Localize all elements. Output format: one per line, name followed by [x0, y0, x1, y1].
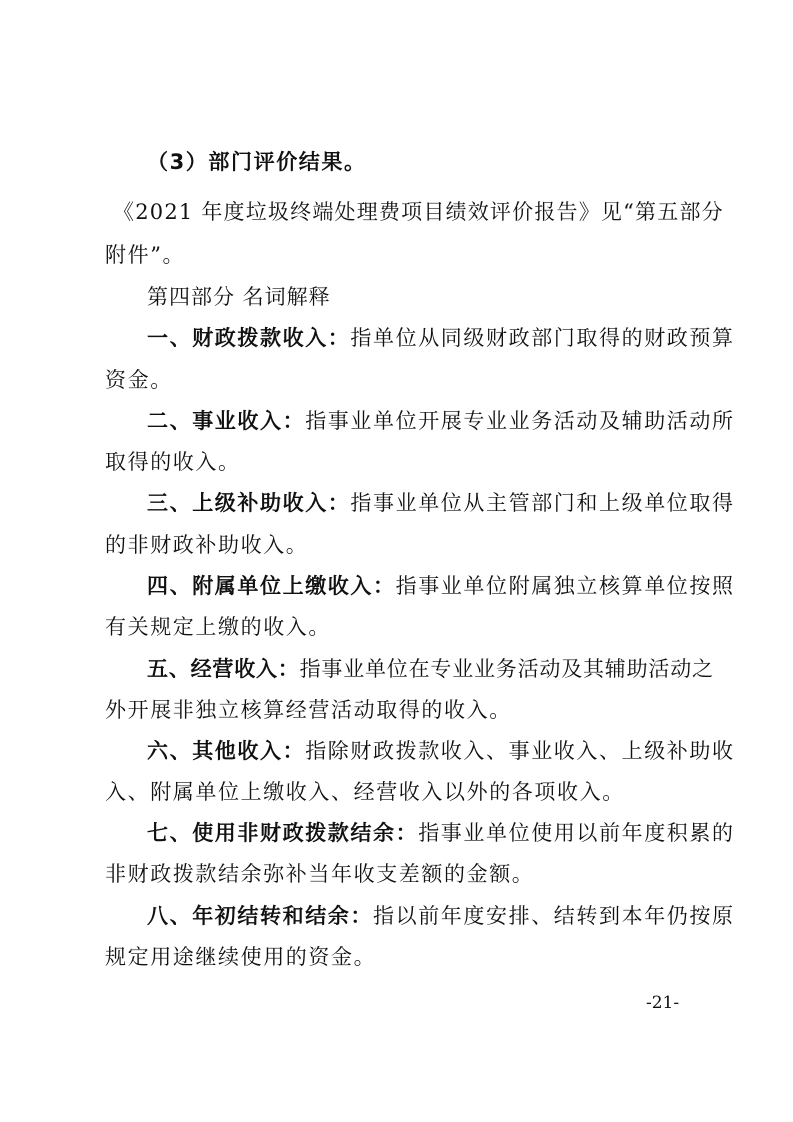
term-definition-line — [147, 818, 735, 848]
term-continuation-line: 外开展非独立核算经营活动取得的收入。 — [105, 698, 512, 722]
term-continuation-line: 资金。 — [105, 368, 173, 392]
paragraph-line: 《2021 年度垃圾终端处理费项目绩效评价报告》见“第五部分 — [113, 200, 724, 224]
term-continuation-line: 规定用途继续使用的资金。 — [105, 945, 377, 969]
page-number: -21- — [646, 993, 680, 1013]
term-label: 七、使用非财政拨款结余： — [147, 821, 419, 845]
part-title: 第四部分 名词解释 — [147, 285, 331, 309]
term-text: 指以前年度安排、结转到本年仍按原 — [373, 904, 735, 928]
term-definition-line — [147, 571, 735, 601]
term-definition-line — [147, 654, 714, 684]
term-text: 指除财政拨款收入、事业收入、上级补助收 — [305, 739, 735, 763]
term-text: 指单位从同级财政部门取得的财政预算 — [350, 326, 735, 350]
term-text: 指事业单位开展专业业务活动及辅助活动所 — [305, 409, 735, 433]
term-continuation-line: 非财政拨款结余弥补当年收支差额的金额。 — [105, 862, 535, 886]
term-definition-line — [147, 901, 735, 931]
term-label: 一、财政拨款收入： — [147, 326, 351, 350]
term-continuation-line: 入、附属单位上缴收入、经营收入以外的各项收入。 — [105, 780, 625, 804]
term-definition-line — [147, 488, 735, 518]
term-label: 四、附属单位上缴收入： — [147, 574, 396, 598]
term-text: 指事业单位在专业业务活动及其辅助活动之 — [299, 657, 714, 681]
term-continuation-line: 的非财政补助收入。 — [105, 533, 309, 557]
term-label: 二、事业收入： — [147, 409, 306, 433]
term-label: 三、上级补助收入： — [147, 491, 351, 515]
paragraph-line: 附件”。 — [105, 243, 186, 267]
term-label: 六、其他收入： — [147, 739, 306, 763]
section-heading: （3）部门评价结果。 — [147, 150, 367, 174]
term-continuation-line: 取得的收入。 — [105, 450, 241, 474]
term-text: 指事业单位使用以前年度积累的 — [418, 821, 735, 845]
term-continuation-line: 有关规定上缴的收入。 — [105, 615, 331, 639]
term-label: 五、经营收入： — [147, 657, 300, 681]
term-text: 指事业单位附属独立核算单位按照 — [395, 574, 735, 598]
term-definition-line — [147, 736, 735, 766]
term-text: 指事业单位从主管部门和上级单位取得 — [350, 491, 735, 515]
term-definition-line — [147, 406, 735, 436]
term-definition-line — [147, 323, 735, 353]
term-label: 八、年初结转和结余： — [147, 904, 373, 928]
